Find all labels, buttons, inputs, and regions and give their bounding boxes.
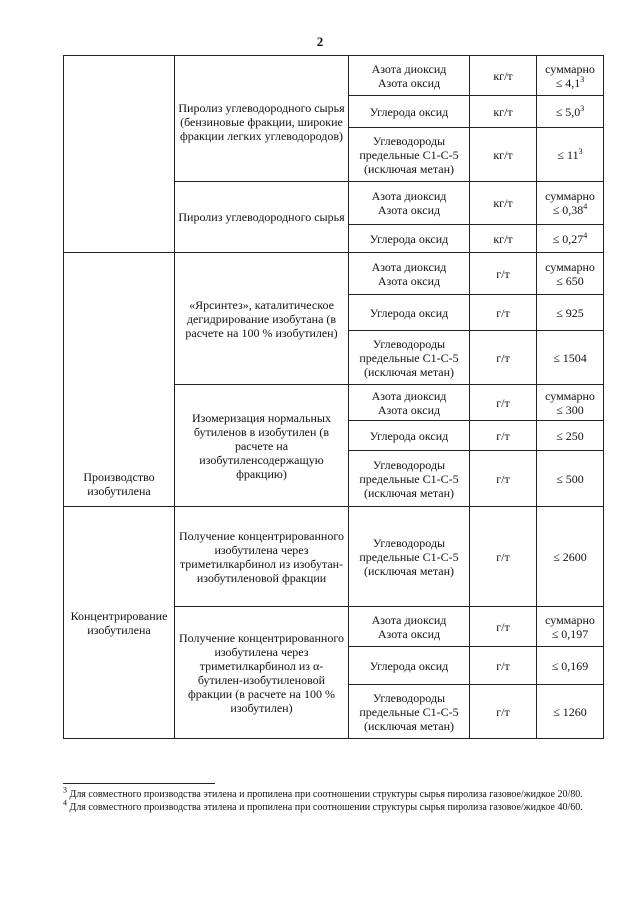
unit-cell: г/т <box>470 607 537 647</box>
unit-cell: кг/т <box>470 128 537 182</box>
footnote-ref: 4 <box>583 230 588 240</box>
unit-cell: кг/т <box>470 56 537 96</box>
footnote-ref: 3 <box>580 103 585 113</box>
footnote-ref: 3 <box>578 146 583 156</box>
value-cell: ≤ 1260 <box>537 685 604 739</box>
process-cell: Получение концентрированного изобутилена через триметилкарбинол из α-бутилен-изобутиленовой фракции (в расчете на 100 % изобутилен) <box>175 607 349 739</box>
value-cell: ≤ 1504 <box>537 331 604 385</box>
substance-cell: Углеводороды предельные С1-С-5 (исключая метан) <box>349 331 470 385</box>
unit-cell: г/т <box>470 451 537 507</box>
value-cell: суммарно ≤ $0,38^4$ <box>537 182 604 225</box>
substance-cell: Углеводороды предельные С1-С-5 (исключая метан) <box>349 507 470 607</box>
value-cell: ≤ 250 <box>537 421 604 451</box>
page-number: 2 <box>316 34 324 49</box>
unit-cell: г/т <box>470 421 537 451</box>
substance-cell: Азота диоксид Азота оксид <box>349 385 470 421</box>
process-cell: Изомеризация нормальных бутиленов в изобутилен (в расчете на изобутиленсодержащую фракцию) <box>175 385 349 507</box>
substance-cell: Азота диоксид Азота оксид <box>349 607 470 647</box>
footnote-ref: 3 <box>580 74 585 84</box>
value-cell: ≤ 2600 <box>537 507 604 607</box>
value-cell: ≤ 0,169 <box>537 647 604 685</box>
table-row <box>64 56 604 96</box>
footnote-mark: 4 <box>63 798 67 808</box>
value-cell: ≤ $0,27^4$ <box>537 225 604 253</box>
substance-cell: Углерода оксид <box>349 225 470 253</box>
unit-cell: г/т <box>470 385 537 421</box>
process-cell: «Ярсинтез», каталитическое дегидрирование изобутана (в расчете на 100 % изобутилен) <box>175 253 349 385</box>
value-cell: суммарно ≤ 650 <box>537 253 604 295</box>
production-cell: Концентрирование изобутилена <box>64 507 175 739</box>
footnote-3 <box>63 785 603 801</box>
substance-cell: Азота диоксид Азота оксид <box>349 182 470 225</box>
unit-cell: кг/т <box>470 182 537 225</box>
unit-cell: г/т <box>470 253 537 295</box>
table-row <box>64 253 604 295</box>
substance-cell: Углерода оксид <box>349 647 470 685</box>
value-cell: ≤ $11^3$ <box>537 128 604 182</box>
value-cell: ≤ 925 <box>537 295 604 331</box>
value-cell: ≤ 500 <box>537 451 604 507</box>
process-cell: Получение концентрированного изобутилена через триметилкарбинол из изобутан-изобутиленовой фракции <box>175 507 349 607</box>
substance-cell: Углерода оксид <box>349 96 470 128</box>
footnote-text: Для совместного производства этилена и пропилена при соотношении структуры сырья пиролиза газовое/жидкое 20/80. <box>69 789 583 800</box>
unit-cell: г/т <box>470 507 537 607</box>
value-cell: суммарно ≤ $4,1^3$ <box>537 56 604 96</box>
unit-cell: кг/т <box>470 96 537 128</box>
unit-cell: г/т <box>470 685 537 739</box>
footnote-mark: 3 <box>63 785 67 795</box>
value-cell: суммарно ≤ 0,197 <box>537 607 604 647</box>
substance-cell: Углеводороды предельные С1-С-5 (исключая метан) <box>349 128 470 182</box>
production-cell: Производство изобутилена <box>64 253 175 507</box>
process-cell: Пиролиз углеводородного сырья <box>175 182 349 253</box>
production-cell-empty <box>64 56 175 253</box>
footnotes <box>63 785 603 815</box>
value-cell: ≤ $5,0^3$ <box>537 96 604 128</box>
footnote-divider <box>63 783 215 784</box>
footnote-ref: 4 <box>583 202 588 211</box>
unit-cell: г/т <box>470 647 537 685</box>
process-cell: Пиролиз углеводородного сырья (бензиновые фракции, широкие фракции легких углеводородов) <box>175 56 349 182</box>
substance-cell: Углерода оксид <box>349 295 470 331</box>
footnote-4 <box>63 798 603 814</box>
substance-cell: Углеводороды предельные С1-С-5 (исключая метан) <box>349 451 470 507</box>
table-row <box>64 507 604 607</box>
substance-cell: Азота диоксид Азота оксид <box>349 56 470 96</box>
unit-cell: г/т <box>470 295 537 331</box>
value-cell: суммарно ≤ 300 <box>537 385 604 421</box>
footnote-text: Для совместного производства этилена и пропилена при соотношении структуры сырья пиролиза газовое/жидкое 40/60. <box>69 802 583 813</box>
substance-cell: Углеводороды предельные С1-С-5 (исключая метан) <box>349 685 470 739</box>
unit-cell: кг/т <box>470 225 537 253</box>
emission-norms-table <box>63 55 604 739</box>
substance-cell: Азота диоксид Азота оксид <box>349 253 470 295</box>
unit-cell: г/т <box>470 331 537 385</box>
substance-cell: Углерода оксид <box>349 421 470 451</box>
